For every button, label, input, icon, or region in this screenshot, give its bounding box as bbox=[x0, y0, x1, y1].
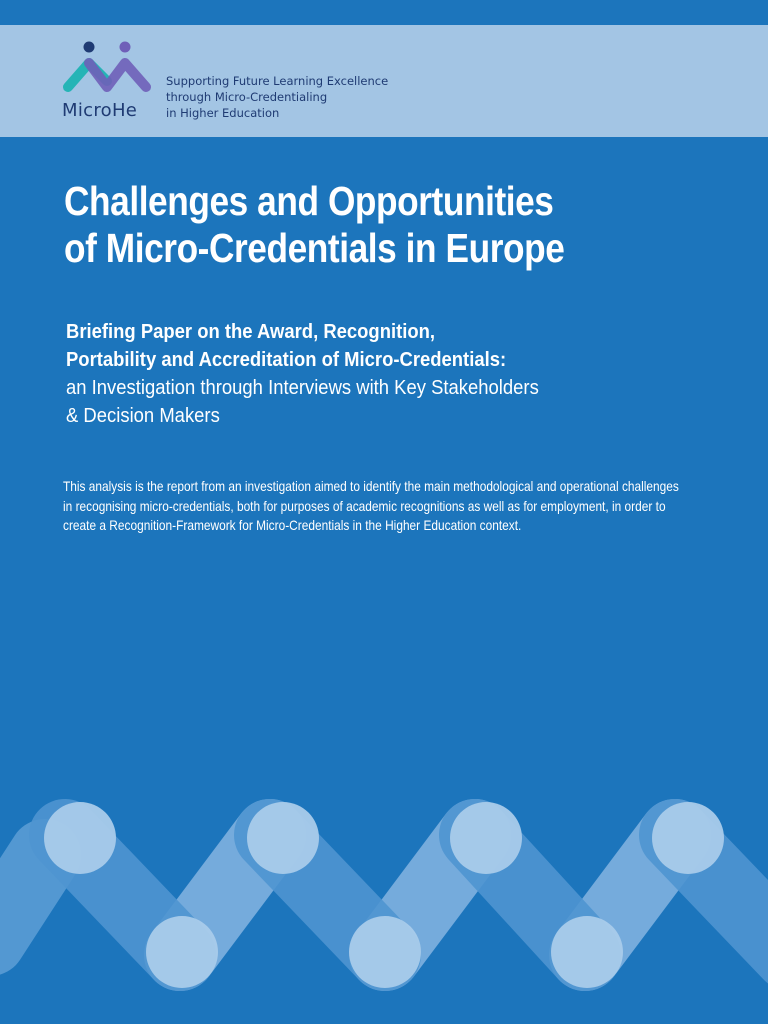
tagline-line: in Higher Education bbox=[166, 106, 280, 120]
abstract-line: create a Recognition-Framework for Micro-Credentials in the Higher Education context. bbox=[63, 517, 522, 533]
abstract-line: This analysis is the report from an investigation aimed to identify the main methodological and operational challenges bbox=[63, 478, 679, 494]
document-title bbox=[64, 178, 744, 272]
tagline-line: Supporting Future Learning Excellence bbox=[166, 74, 389, 88]
tagline-line: through Micro-Credentialing bbox=[166, 90, 328, 104]
title-line: of Micro-Credentials in Europe bbox=[64, 225, 565, 271]
tagline bbox=[166, 73, 388, 121]
title-line: Challenges and Opportunities bbox=[64, 178, 554, 224]
logo-wordmark: MicroHe bbox=[62, 100, 138, 121]
wave-pattern-decoration bbox=[0, 780, 768, 1024]
abstract-paragraph bbox=[63, 477, 753, 536]
subtitle-line: & Decision Makers bbox=[66, 404, 220, 427]
document-subtitle bbox=[66, 318, 746, 430]
abstract-line: in recognising micro-credentials, both for purposes of academic recognitions as well as for employment, in order to bbox=[63, 497, 666, 514]
subtitle-bold-line: Briefing Paper on the Award, Recognition, bbox=[66, 320, 436, 343]
subtitle-bold-line: Portability and Accreditation of Micro-Credentials: bbox=[66, 348, 507, 371]
subtitle-line: an Investigation through Interviews with Key Stakeholders bbox=[66, 376, 539, 399]
